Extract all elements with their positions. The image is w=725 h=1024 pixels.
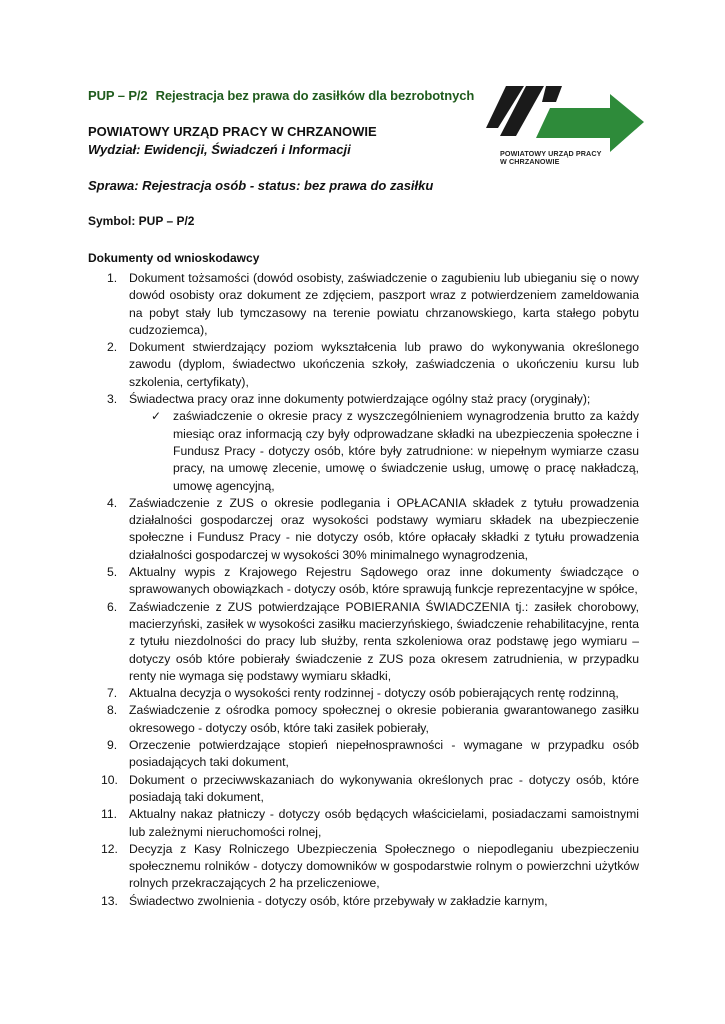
item-text: Dokument stwierdzający poziom wykształcenia lub prawo do wykonywania określonego zawodu (dyplom, świadectwo ukończenia szkoły, zaświadczenia o ukończeniu kursu lub szkolenia, certyfikaty), bbox=[129, 340, 639, 389]
list-item bbox=[88, 737, 639, 772]
item-text: Orzeczenie potwierdzające stopień niepełnosprawności - wymagane w przypadku osób posiadających taki dokument, bbox=[129, 738, 639, 770]
item-number: 6. bbox=[107, 599, 118, 614]
list-item bbox=[88, 702, 639, 737]
list-item bbox=[88, 599, 639, 685]
list-item bbox=[88, 772, 639, 807]
list-item bbox=[88, 564, 639, 599]
list-item bbox=[88, 495, 639, 564]
case-title: Sprawa: Rejestracja osób - status: bez prawa do zasiłku bbox=[88, 178, 434, 193]
item-number: 13. bbox=[101, 893, 118, 908]
logo-caption-line-2: W CHRZANOWIE bbox=[500, 157, 560, 166]
item-text: Decyzja z Kasy Rolniczego Ubezpieczenia Społecznego o niepodleganiu ubezpieczeniu społecznemu rolników - dotyczy domowników w gospodarstwie rolnym o powierzchni użytków rolnych przekraczających 2 ha przeliczeniowe, bbox=[129, 841, 639, 891]
department-name: Wydział: Ewidencji, Świadczeń i Informacji bbox=[88, 142, 351, 157]
list-item bbox=[88, 893, 639, 910]
item-text: Dokument tożsamości (dowód osobisty, zaświadczenie o zagubieniu lub ubieganiu się o nowy dowód osobisty oraz dokument ze zdjęciem, paszport wraz z potwierdzeniem zameldowania na pobyt stały lub tymczasowy na terenie powiatu chrzanowskiego, karta stałego pobytu cudzoziemca), bbox=[129, 271, 639, 337]
item-number: 1. bbox=[107, 271, 118, 285]
office-name: POWIATOWY URZĄD PRACY W CHRZANOWIE bbox=[88, 124, 377, 139]
item-text: Świadectwo zwolnienia - dotyczy osób, które przebywały w zakładzie karnym, bbox=[129, 893, 548, 908]
checkmark-icon: ✓ bbox=[151, 409, 162, 424]
list-item bbox=[88, 841, 639, 893]
documents-list bbox=[88, 270, 639, 910]
item-text: Aktualny nakaz płatniczy - dotyczy osób będących właścicielami, posiadaczami samoistnymi lub zależnymi nieruchomości rolnej, bbox=[129, 807, 639, 839]
list-item bbox=[88, 270, 639, 339]
list-item bbox=[88, 391, 639, 495]
documents-heading: Dokumenty od wnioskodawcy bbox=[88, 251, 260, 265]
item-number: 4. bbox=[107, 495, 118, 510]
list-item bbox=[88, 339, 639, 391]
item-number: 8. bbox=[107, 703, 118, 718]
item-number: 2. bbox=[107, 340, 118, 355]
logo-green-arrow bbox=[536, 94, 644, 152]
item-number: 3. bbox=[107, 392, 118, 407]
logo-dark-shape-3 bbox=[542, 86, 562, 102]
document-title: Rejestracja bez prawa do zasiłków dla bezrobotnych bbox=[155, 88, 475, 103]
document-header bbox=[88, 88, 474, 103]
item-number: 10. bbox=[101, 772, 118, 787]
item-number: 11. bbox=[101, 807, 118, 822]
list-item bbox=[88, 806, 639, 841]
item-text: Zaświadczenie z ZUS potwierdzające POBIERANIA ŚWIADCZENIA tj.: zasiłek chorobowy, macierzyński, zasiłek w wysokości zasiłku macierzyńskiego, świadczenie rehabilitacyjne, renta z tytułu niezdolności do pracy lub służby, renta szkoleniowa oraz podstawę jego wymiaru – dotyczy osób które pobierały świadczenie z ZUS poza okresem zatrudnienia, w przypadku renty nie wymaga się podstawy wymiaru składki, bbox=[129, 599, 639, 683]
item-text: Zaświadczenie z ZUS o okresie podlegania i OPŁACANIA składek z tytułu prowadzenia działalności gospodarczej oraz wysokości podstawy wymiaru składek na ubezpieczenie społeczne i Fundusz Pracy - nie dotyczy osób, które opłacały składki z tytułu prowadzenia działalności gospodarczej w wysokości 30% minimalnego wynagrodzenia, bbox=[129, 495, 639, 562]
item-text: Dokument o przeciwwskazaniach do wykonywania określonych prac - dotyczy osób, które posiadają taki dokument, bbox=[129, 772, 639, 804]
item-text: Świadectwa pracy oraz inne dokumenty potwierdzające ogólny staż pracy (oryginały); bbox=[129, 392, 591, 407]
item-number: 12. bbox=[101, 841, 118, 856]
item-text: Aktualny wypis z Krajowego Rejestru Sądowego oraz inne dokumenty świadczące o sprawowanych obowiązkach - dotyczy osób, które sprawują funkcje reprezentacyjne w spółce, bbox=[129, 565, 639, 597]
item-text: Zaświadczenie z ośrodka pomocy społecznej o okresie pobierania gwarantowanego zasiłku okresowego - dotyczy osób, które taki zasiłek pobierały, bbox=[129, 703, 639, 735]
sub-list bbox=[129, 408, 639, 494]
logo-caption-line-1: POWIATOWY URZĄD PRACY bbox=[500, 149, 602, 158]
item-text: Aktualna decyzja o wysokości renty rodzinnej - dotyczy osób pobierających rentę rodzinną, bbox=[129, 686, 619, 701]
sub-list-item bbox=[129, 408, 639, 494]
symbol-line: Symbol: PUP – P/2 bbox=[88, 214, 195, 228]
sub-item-text: zaświadczenie o okresie pracy z wyszczególnieniem wynagrodzenia brutto za każdy miesiąc oraz informacją czy były odprowadzane składki na ubezpieczenia społeczne i Fundusz Pracy - dotyczy osób, które były zatrudnione: w niepełnym wymiarze czasu pracy, na umowę zlecenie, umowę o świadczenie usług, umowę o pracę nakładczą, umowę agencyjną, bbox=[173, 409, 639, 493]
item-number: 9. bbox=[107, 738, 118, 753]
item-number: 5. bbox=[107, 565, 118, 580]
list-item bbox=[88, 685, 639, 702]
item-number: 7. bbox=[107, 686, 118, 701]
logo-caption bbox=[500, 150, 602, 166]
document-code: PUP – P/2 bbox=[88, 88, 148, 103]
